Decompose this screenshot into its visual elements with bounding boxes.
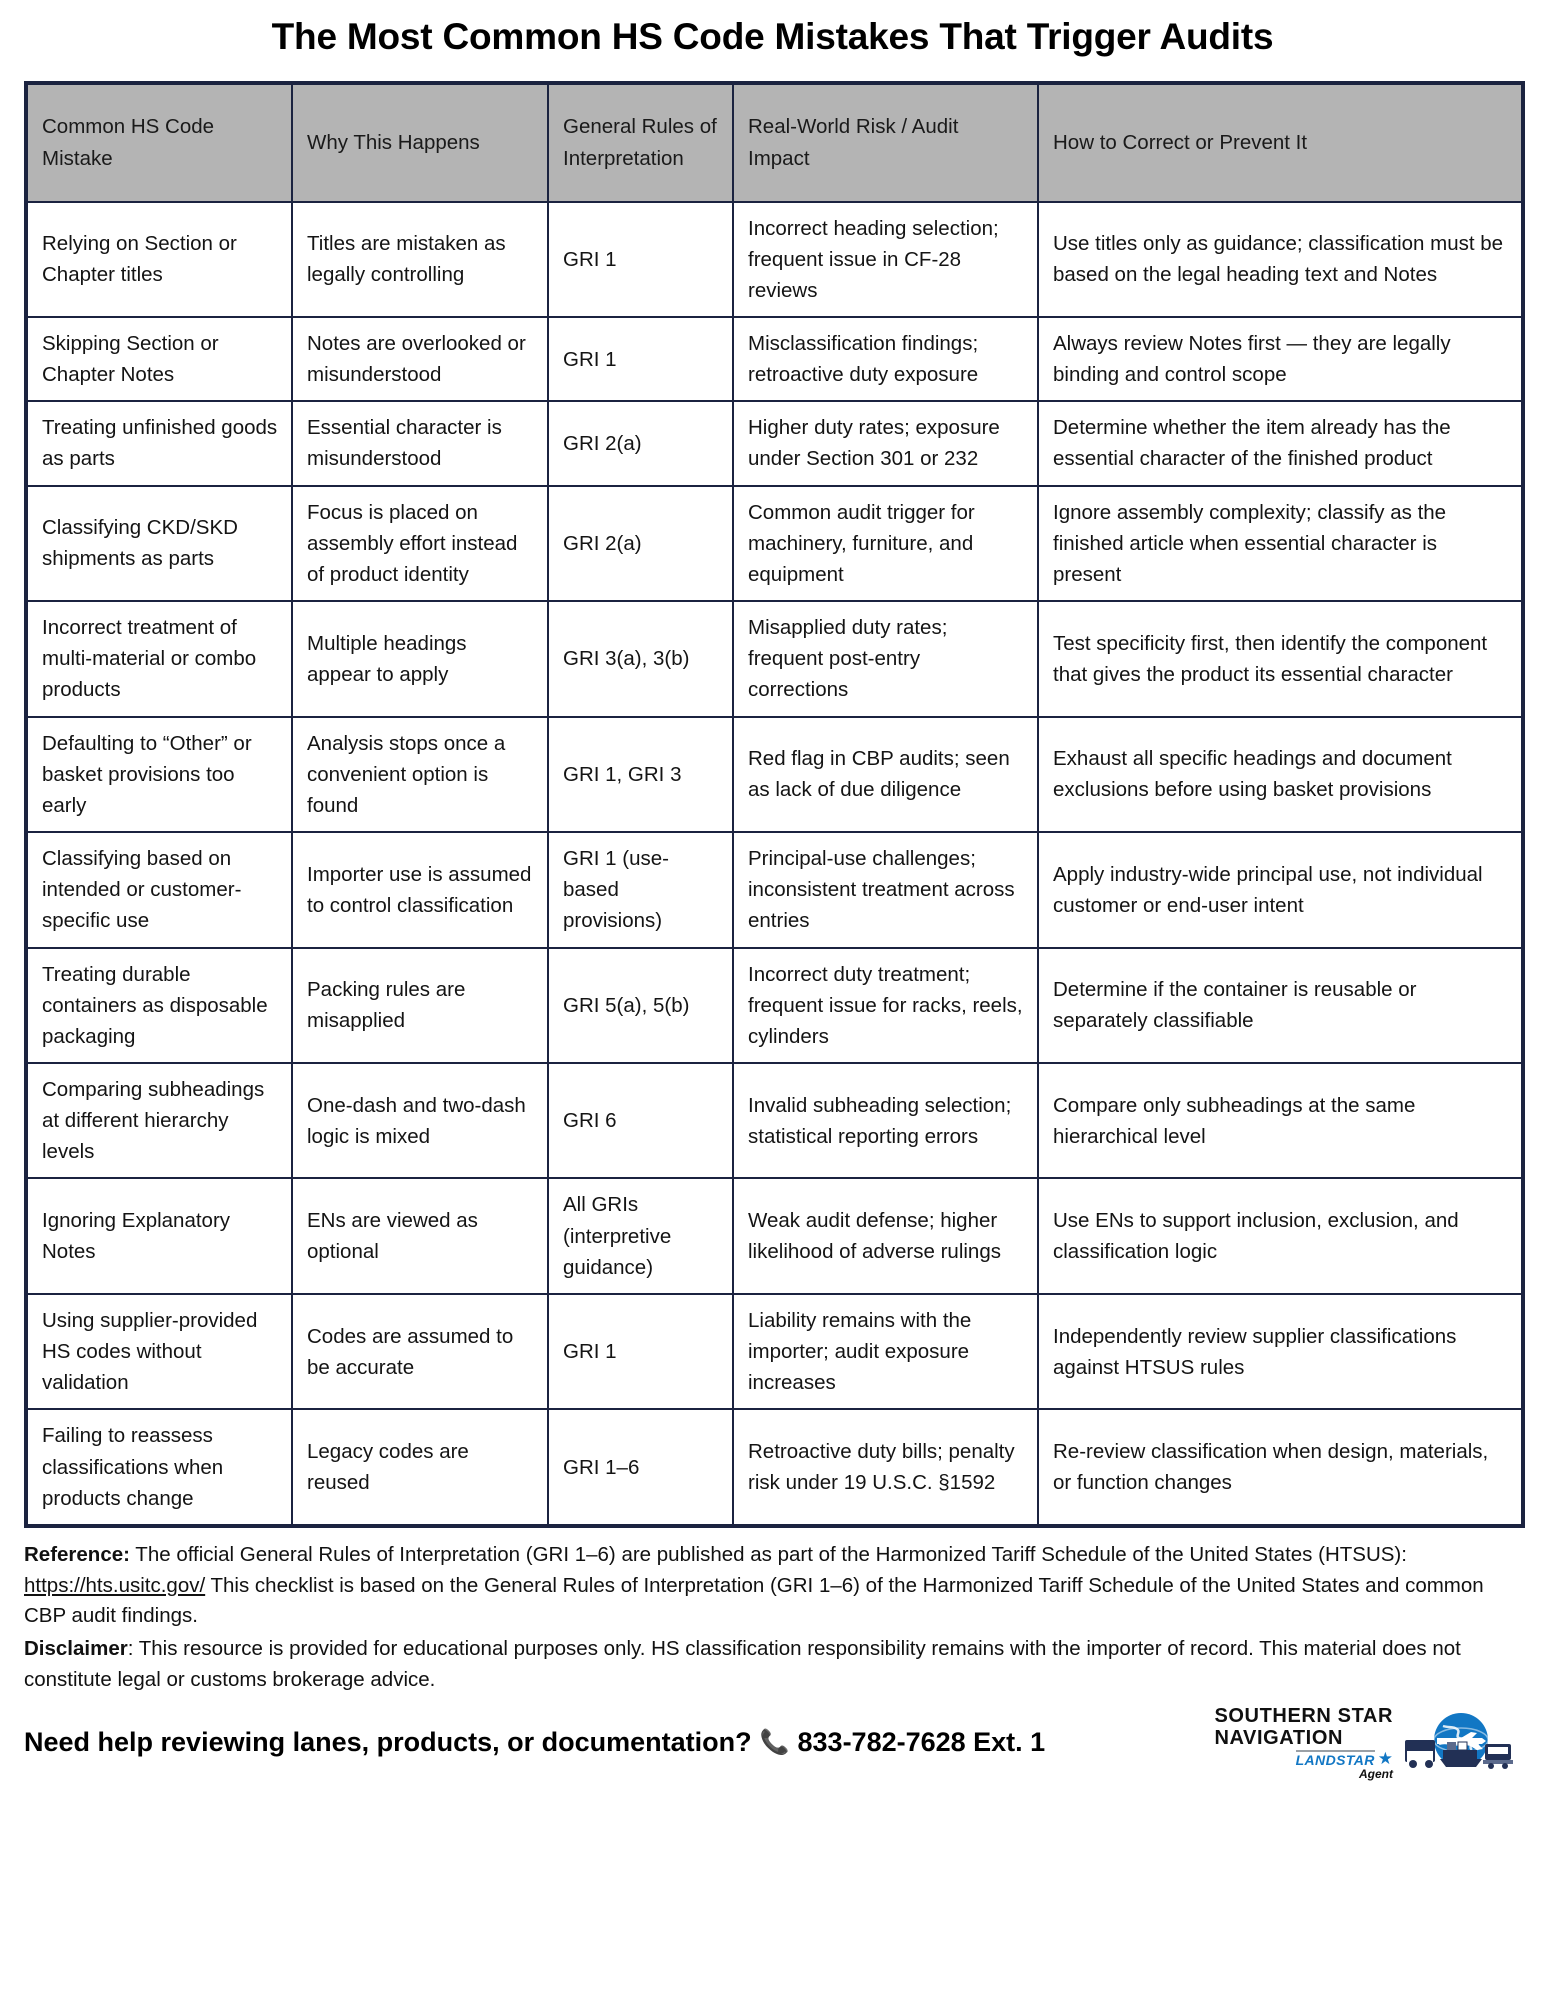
cell-mistake: Treating durable containers as disposable packaging <box>26 948 292 1063</box>
table-row <box>26 601 1523 716</box>
table-row <box>26 1178 1523 1293</box>
table-row <box>26 1063 1523 1178</box>
cell-risk: Incorrect heading selection; frequent issue in CF-28 reviews <box>733 202 1038 317</box>
disclaimer-paragraph <box>24 1634 1521 1696</box>
cell-mistake: Classifying CKD/SKD shipments as parts <box>26 486 292 601</box>
cell-why: One-dash and two-dash logic is mixed <box>292 1063 548 1178</box>
cell-mistake: Using supplier-provided HS codes without validation <box>26 1294 292 1409</box>
logo-agent-text: Agent <box>1359 1766 1393 1781</box>
disclaimer-text: : This resource is provided for educational purposes only. HS classification responsibility remains with the importer of record. This material does not constitute legal or customs brokerage advice. <box>24 1637 1461 1691</box>
cell-mistake: Ignoring Explanatory Notes <box>26 1178 292 1293</box>
hs-code-mistakes-table <box>24 81 1525 1528</box>
cell-risk: Liability remains with the importer; audit exposure increases <box>733 1294 1038 1409</box>
table-row <box>26 1294 1523 1409</box>
column-header-gri: General Rules of Interpretation <box>548 83 733 202</box>
cell-fix: Use titles only as guidance; classification must be based on the legal heading text and Notes <box>1038 202 1523 317</box>
cell-gri: GRI 6 <box>548 1063 733 1178</box>
table-row <box>26 317 1523 401</box>
cell-fix: Always review Notes first — they are legally binding and control scope <box>1038 317 1523 401</box>
reference-text-part1: The official General Rules of Interpretation (GRI 1–6) are published as part of the Harmonized Tariff Schedule of the United States (HTSUS): <box>129 1542 1407 1566</box>
table-row <box>26 486 1523 601</box>
cell-fix: Use ENs to support inclusion, exclusion, and classification logic <box>1038 1178 1523 1293</box>
cell-risk: Retroactive duty bills; penalty risk under 19 U.S.C. §1592 <box>733 1409 1038 1525</box>
cell-gri: GRI 1 <box>548 202 733 317</box>
cell-risk: Principal-use challenges; inconsistent treatment across entries <box>733 832 1038 947</box>
table-row <box>26 948 1523 1063</box>
cell-why: Multiple headings appear to apply <box>292 601 548 716</box>
logo-wordmark <box>1214 1706 1393 1780</box>
reference-text-part2: This checklist is based on the General Rules of Interpretation (GRI 1–6) of the Harmonized Tariff Schedule of the United States and common CBP audit findings. <box>24 1573 1484 1628</box>
cell-risk: Weak audit defense; higher likelihood of adverse rulings <box>733 1178 1038 1293</box>
cell-why: Notes are overlooked or misunderstood <box>292 317 548 401</box>
cell-why: ENs are viewed as optional <box>292 1178 548 1293</box>
cell-gri: GRI 1, GRI 3 <box>548 717 733 832</box>
table-body <box>26 202 1523 1526</box>
cell-gri: GRI 2(a) <box>548 486 733 601</box>
cell-fix: Test specificity first, then identify the component that gives the product its essential character <box>1038 601 1523 716</box>
globe-transport-icon <box>1399 1710 1515 1776</box>
cell-risk: Misclassification findings; retroactive duty exposure <box>733 317 1038 401</box>
column-header-why: Why This Happens <box>292 83 548 202</box>
cell-risk: Common audit trigger for machinery, furniture, and equipment <box>733 486 1038 601</box>
footer <box>24 1528 1521 1780</box>
cell-gri: GRI 1 <box>548 317 733 401</box>
cell-gri: GRI 2(a) <box>548 401 733 485</box>
cell-mistake: Incorrect treatment of multi-material or combo products <box>26 601 292 716</box>
cell-gri: GRI 1 <box>548 1294 733 1409</box>
cell-fix: Determine whether the item already has the essential character of the finished product <box>1038 401 1523 485</box>
page-title: The Most Common HS Code Mistakes That Trigger Audits <box>271 16 1274 57</box>
column-header-mistake: Common HS Code Mistake <box>26 83 292 202</box>
cell-fix: Ignore assembly complexity; classify as the finished article when essential character is present <box>1038 486 1523 601</box>
cell-mistake: Treating unfinished goods as parts <box>26 401 292 485</box>
cell-risk: Invalid subheading selection; statistical reporting errors <box>733 1063 1038 1178</box>
cell-mistake: Classifying based on intended or customer-specific use <box>26 832 292 947</box>
cell-fix: Determine if the container is reusable or separately classifiable <box>1038 948 1523 1063</box>
table-row <box>26 832 1523 947</box>
column-header-fix: How to Correct or Prevent It <box>1038 83 1523 202</box>
cell-risk: Red flag in CBP audits; seen as lack of due diligence <box>733 717 1038 832</box>
cell-why: Analysis stops once a convenient option is found <box>292 717 548 832</box>
cell-risk: Higher duty rates; exposure under Section 301 or 232 <box>733 401 1038 485</box>
cell-why: Legacy codes are reused <box>292 1409 548 1525</box>
table-row <box>26 1409 1523 1525</box>
phone-icon: 📞 <box>759 1728 790 1756</box>
cell-fix: Independently review supplier classifications against HTSUS rules <box>1038 1294 1523 1409</box>
cell-gri: GRI 5(a), 5(b) <box>548 948 733 1063</box>
cell-mistake: Comparing subheadings at different hierarchy levels <box>26 1063 292 1178</box>
table-header-row <box>26 83 1523 202</box>
cell-mistake: Relying on Section or Chapter titles <box>26 202 292 317</box>
cell-fix: Exhaust all specific headings and document exclusions before using basket provisions <box>1038 717 1523 832</box>
disclaimer-label: Disclaimer <box>24 1637 128 1661</box>
cell-why: Essential character is misunderstood <box>292 401 548 485</box>
cell-mistake: Skipping Section or Chapter Notes <box>26 317 292 401</box>
logo-line-navigation: NAVIGATION <box>1214 1726 1344 1749</box>
star-icon: ★ <box>1377 1748 1393 1768</box>
cell-gri: GRI 1–6 <box>548 1409 733 1525</box>
logo-landstar-row <box>1296 1750 1393 1767</box>
cell-gri: GRI 1 (use-based provisions) <box>548 832 733 947</box>
cell-mistake: Defaulting to “Other” or basket provisions too early <box>26 717 292 832</box>
logo-line-southern-star: SOUTHERN STAR <box>1214 1704 1393 1727</box>
cell-fix: Apply industry-wide principal use, not individual customer or end-user intent <box>1038 832 1523 947</box>
cell-why: Codes are assumed to be accurate <box>292 1294 548 1409</box>
cell-risk: Incorrect duty treatment; frequent issue for racks, reels, cylinders <box>733 948 1038 1063</box>
table-row <box>26 717 1523 832</box>
cell-why: Packing rules are misapplied <box>292 948 548 1063</box>
reference-paragraph <box>24 1540 1521 1632</box>
cell-why: Focus is placed on assembly effort instead of product identity <box>292 486 548 601</box>
cell-fix: Compare only subheadings at the same hierarchical level <box>1038 1063 1523 1178</box>
company-logo <box>1214 1706 1521 1780</box>
cell-gri: GRI 3(a), 3(b) <box>548 601 733 716</box>
column-header-risk: Real-World Risk / Audit Impact <box>733 83 1038 202</box>
contact-cta <box>24 1722 1045 1763</box>
table-header <box>26 83 1523 202</box>
phone-number[interactable]: 833-782-7628 Ext. 1 <box>797 1727 1046 1758</box>
logo-landstar-text: LANDSTAR <box>1295 1751 1375 1768</box>
cell-risk: Misapplied duty rates; frequent post-entry corrections <box>733 601 1038 716</box>
cta-question: Need help reviewing lanes, products, or documentation? <box>24 1727 752 1758</box>
hts-usitc-link[interactable]: https://hts.usitc.gov/ <box>24 1573 206 1597</box>
cell-mistake: Failing to reassess classifications when products change <box>26 1409 292 1525</box>
cell-gri: All GRIs (interpretive guidance) <box>548 1178 733 1293</box>
cell-why: Titles are mistaken as legally controlling <box>292 202 548 317</box>
cell-fix: Re-review classification when design, materials, or function changes <box>1038 1409 1523 1525</box>
cell-why: Importer use is assumed to control classification <box>292 832 548 947</box>
table-row <box>26 401 1523 485</box>
table-row <box>26 202 1523 317</box>
cta-row <box>24 1706 1521 1780</box>
reference-label: Reference: <box>24 1542 130 1566</box>
